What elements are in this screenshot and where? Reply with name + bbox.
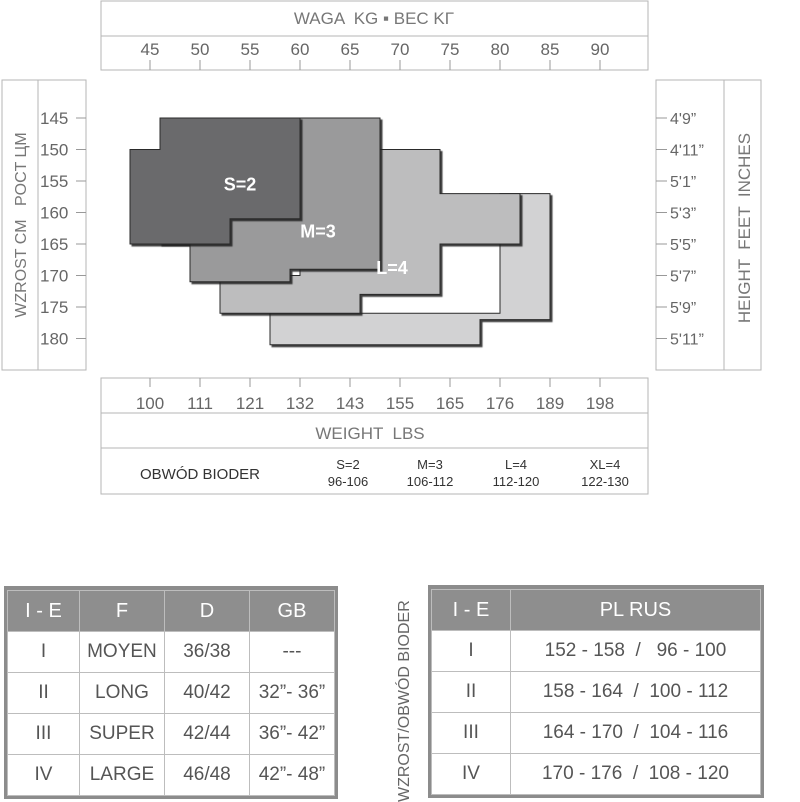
top-tick-label: 45 bbox=[140, 40, 160, 59]
top-tick-label: 55 bbox=[240, 40, 260, 59]
table-row bbox=[8, 714, 335, 755]
bottom-tick-label: 111 bbox=[187, 394, 213, 413]
hip-size-range: 106-112 bbox=[406, 474, 454, 489]
table-cell: 46/48 bbox=[164, 755, 249, 796]
top-axis-ticks bbox=[141, 40, 610, 70]
top-tick-label: 70 bbox=[390, 40, 410, 59]
header-cell: D bbox=[164, 591, 249, 632]
right-axis-label: HEIGHT FEET INCHES bbox=[735, 132, 754, 324]
bottom-axis-label: WEIGHT LBS bbox=[315, 424, 425, 443]
table-cell: 36”- 42” bbox=[249, 714, 334, 755]
hip-size-label: M=3 bbox=[417, 457, 443, 472]
top-tick-label: 80 bbox=[490, 40, 510, 59]
size-table-international bbox=[4, 586, 338, 799]
table-cell: III bbox=[432, 713, 511, 754]
table-cell: 40/42 bbox=[164, 673, 249, 714]
bottom-tick-label: 143 bbox=[335, 394, 365, 413]
table-cell: 32”- 36” bbox=[249, 673, 334, 714]
table-cell: 164 - 170 / 104 - 116 bbox=[510, 713, 760, 754]
table-cell: I bbox=[432, 631, 511, 672]
size-table-pl-rus bbox=[428, 585, 764, 798]
table-cell: I bbox=[8, 632, 80, 673]
left-tick-label: 170 bbox=[40, 266, 69, 286]
bottom-tick-label: 198 bbox=[585, 394, 615, 413]
table-row bbox=[8, 632, 335, 673]
right-table-side-label: WZROST/OBWÓD BIODER bbox=[396, 600, 413, 802]
bottom-tick-label: 155 bbox=[385, 394, 415, 413]
size-region-label: XL bbox=[445, 296, 469, 317]
size-regions bbox=[130, 118, 550, 345]
table-row bbox=[8, 755, 335, 796]
header-cell: GB bbox=[249, 591, 334, 632]
left-tick-label: 160 bbox=[40, 203, 69, 223]
hip-size-range: 112-120 bbox=[492, 474, 540, 489]
bottom-tick-label: 121 bbox=[235, 394, 265, 413]
bottom-tick-label: 189 bbox=[535, 394, 565, 413]
table-cell: 42”- 48” bbox=[249, 755, 334, 796]
top-tick-label: 50 bbox=[190, 40, 210, 59]
header-cell: I - E bbox=[8, 591, 80, 632]
hip-table bbox=[140, 457, 629, 489]
header-cell: PL RUS bbox=[510, 590, 760, 631]
hip-size-label: L=4 bbox=[504, 457, 528, 472]
table-row bbox=[8, 673, 335, 714]
top-tick-label: 75 bbox=[440, 40, 460, 59]
table-cell: 152 - 158 / 96 - 100 bbox=[510, 631, 760, 672]
top-tick-label: 65 bbox=[340, 40, 360, 59]
table-cell: --- bbox=[249, 632, 334, 673]
table-cell: 36/38 bbox=[164, 632, 249, 673]
right-tick-label: 4'9” bbox=[670, 111, 697, 128]
table-cell: 158 - 164 / 100 - 112 bbox=[510, 672, 760, 713]
left-tick-label: 155 bbox=[40, 172, 69, 191]
left-tick-label: 180 bbox=[40, 329, 69, 349]
header-cell: F bbox=[79, 591, 164, 632]
table-row bbox=[432, 713, 761, 754]
top-axis-label: WAGA KG ▪ BEC KΓ bbox=[293, 9, 455, 28]
right-tick-label: 5'1” bbox=[670, 174, 697, 191]
right-tick-label: 5'3” bbox=[670, 205, 697, 223]
hip-size-range: 122-130 bbox=[581, 474, 629, 489]
right-tick-label: 5'5” bbox=[670, 237, 697, 254]
left-axis-ticks bbox=[40, 109, 86, 349]
hip-size-label: S=2 bbox=[336, 457, 360, 472]
right-axis-ticks bbox=[656, 111, 704, 349]
right-tick-label: 5'11” bbox=[670, 331, 704, 349]
table-row bbox=[432, 754, 761, 795]
left-tick-label: 165 bbox=[40, 235, 69, 254]
table-cell: II bbox=[432, 672, 511, 713]
right-tick-label: 5'9” bbox=[670, 300, 697, 317]
left-axis-label: WZROST CM POCT ЦM bbox=[13, 132, 30, 318]
size-region-label: S=2 bbox=[223, 174, 257, 195]
size-region-label: M=3 bbox=[300, 221, 336, 242]
bottom-tick-label: 165 bbox=[435, 394, 465, 413]
top-tick-label: 60 bbox=[290, 40, 310, 59]
table-cell: SUPER bbox=[79, 714, 164, 755]
top-tick-label: 90 bbox=[590, 40, 610, 59]
header-cell: I - E bbox=[432, 590, 511, 631]
right-tick-label: 4'11” bbox=[670, 142, 704, 160]
left-tick-label: 150 bbox=[40, 140, 69, 160]
table-cell: LONG bbox=[79, 673, 164, 714]
table-cell: II bbox=[8, 673, 80, 714]
left-tick-label: 145 bbox=[40, 109, 69, 128]
right-tick-label: 5'7” bbox=[670, 268, 697, 286]
bottom-tick-label: 176 bbox=[485, 394, 515, 413]
top-tick-label: 85 bbox=[540, 40, 560, 59]
table-cell: 42/44 bbox=[164, 714, 249, 755]
table-cell: MOYEN bbox=[79, 632, 164, 673]
hip-table-title: OBWÓD BIODER bbox=[139, 466, 261, 483]
table-cell: LARGE bbox=[79, 755, 164, 796]
hip-size-label: XL=4 bbox=[589, 457, 621, 472]
bottom-tick-label: 132 bbox=[285, 394, 315, 413]
hip-size-range: 96-106 bbox=[327, 474, 369, 489]
table-cell: III bbox=[8, 714, 80, 755]
table-cell: IV bbox=[432, 754, 511, 795]
table-cell: IV bbox=[8, 755, 80, 796]
table-row bbox=[432, 631, 761, 672]
size-region-label: L=4 bbox=[376, 258, 408, 279]
table-row bbox=[432, 672, 761, 713]
bottom-axis-ticks bbox=[136, 378, 614, 413]
left-tick-label: 175 bbox=[40, 298, 69, 317]
bottom-tick-label: 100 bbox=[135, 394, 165, 413]
table-cell: 170 - 176 / 108 - 120 bbox=[510, 754, 760, 795]
